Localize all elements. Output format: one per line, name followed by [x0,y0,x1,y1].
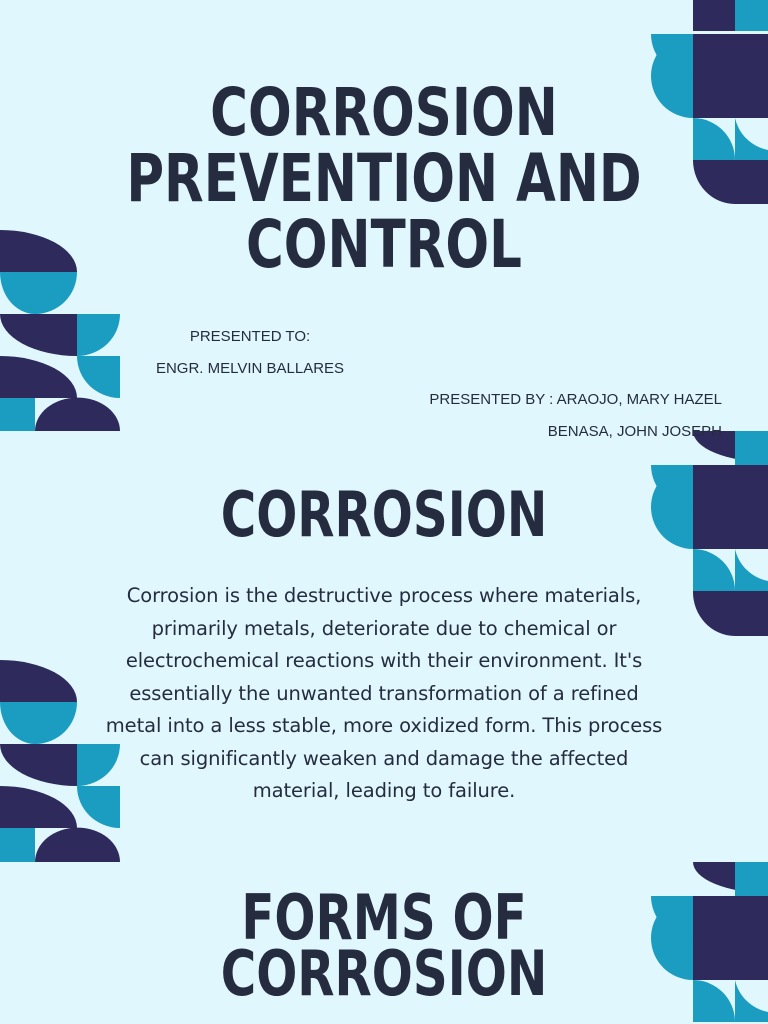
corrosion-heading: CORROSION [220,478,548,551]
forms-of-corrosion-heading [84,881,683,1010]
presented-by-second: BENASA, JOHN JOSEPH [547,423,722,440]
forms-heading-line-1: FORMS OF [241,881,527,954]
presented-to-block [120,313,380,393]
main-title-line-2: PREVENTION AND [126,140,642,217]
presented-to-name: ENGR. MELVIN BALLARES [155,360,345,377]
presented-by-label: PRESENTED BY : ARAOJO, MARY HAZEL [429,391,722,408]
corrosion-description: Corrosion is the destructive process where materials, primarily metals, deteriorate due to chemical or electrochemical reactions with their environment. It's essentially the unwanted transformation of a refined metal into a less stable, more oxidized form. This process can significantly weaken and damage the affected material, leading to failure. [105,584,663,802]
main-title [84,74,683,283]
forms-heading-line-2: CORROSION [220,937,548,1010]
presented-by-block [360,376,722,456]
main-title-line-3: CONTROL [246,206,522,283]
main-title-line-1: CORROSION [210,74,558,151]
presented-to-label: PRESENTED TO: [189,328,311,345]
